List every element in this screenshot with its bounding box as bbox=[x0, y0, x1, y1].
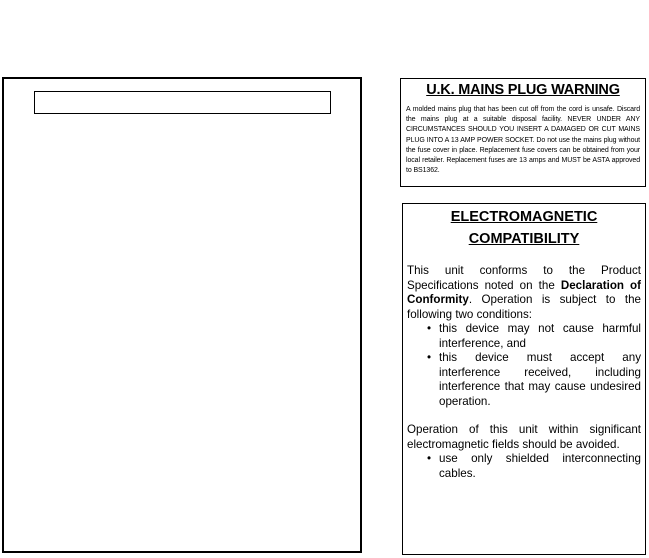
list-item bbox=[427, 322, 641, 351]
emc-title bbox=[407, 206, 641, 250]
left-panel bbox=[2, 77, 362, 553]
condition-text: this device may not cause harmful interference, and bbox=[439, 322, 641, 350]
emc-conditions-list bbox=[407, 322, 641, 409]
uk-mains-plug-warning-box bbox=[400, 78, 646, 187]
list-item bbox=[427, 351, 641, 409]
emc-title-line2: COMPATIBILITY bbox=[468, 231, 580, 247]
recommendation-text: use only shielded interconnecting cables. bbox=[439, 452, 641, 480]
condition-text: this device must accept any interference received, including interference that may cause undesired operation. bbox=[439, 351, 641, 408]
emc-para1-suffix: . Operation is subject to the following two conditions: bbox=[407, 293, 641, 321]
emc-declaration-of-conformity: Declaration of Conformity bbox=[407, 278, 641, 306]
uk-warning-body: A molded mains plug that has been cut off from the cord is unsafe. Discard the mains plug at a suitable disposal facility. NEVER UNDER ANY CIRCUMSTANCES SHOULD YOU INSERT A DAMAGED OR CUT MAINS PLUG INTO A 13 AMP POWER SOCKET. Do not use the mains plug without the fuse cover in place. Replacement fuse covers can be obtained from your local retailer. Replacement fuses are 13 amps and MUST be ASTA approved to BS1362. bbox=[406, 106, 640, 175]
list-item bbox=[427, 452, 641, 481]
emc-para1-prefix: This unit conforms to the Product Specifications noted on the bbox=[407, 264, 641, 292]
emc-paragraph-2: Operation of this unit within significant electromagnetic fields should be avoided. bbox=[407, 423, 641, 451]
emc-title-line1: ELECTROMAGNETIC bbox=[450, 209, 598, 225]
bullet-icon: • bbox=[427, 452, 432, 465]
emc-recommendations-list bbox=[407, 452, 641, 481]
uk-warning-title: U.K. MAINS PLUG WARNING bbox=[426, 82, 620, 98]
emc-box bbox=[402, 203, 646, 555]
bullet-icon: • bbox=[427, 322, 432, 335]
left-title-box bbox=[34, 91, 331, 114]
emc-paragraph-1 bbox=[407, 264, 641, 322]
bullet-icon: • bbox=[427, 351, 432, 364]
